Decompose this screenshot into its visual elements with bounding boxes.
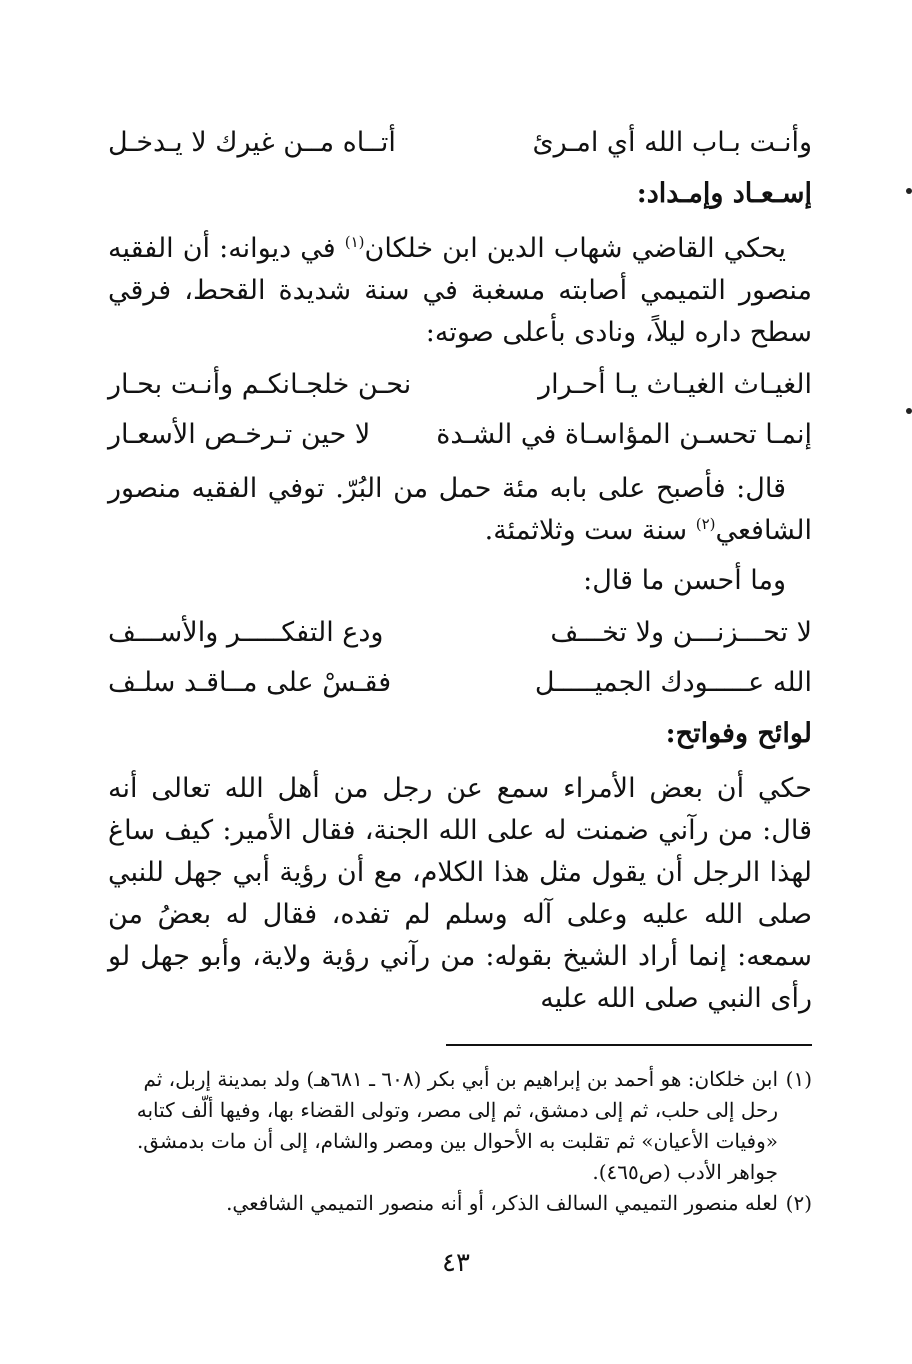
verse-hemistich-right: إنمـا تحسـن المؤاسـاة في الشـدة — [436, 419, 812, 450]
paragraph-text: سنة ست وثلاثمئة. — [484, 515, 696, 546]
paragraph-text: قال: فأصبح على بابه مئة حمل من البُرّ. توفي الفقيه منصور الشافعي — [108, 473, 812, 546]
footnote-ref: (١) — [344, 233, 365, 251]
footnotes — [108, 1064, 812, 1219]
verse-line — [108, 658, 812, 708]
verse-hemistich-right: الغيـاث الغيـاث يـا أحـرار — [538, 369, 812, 400]
paragraph — [108, 768, 812, 1020]
margin-mark-top — [906, 188, 912, 194]
footnote — [108, 1064, 812, 1188]
book-page — [108, 118, 812, 1338]
verse-hemistich-right: الله عـــــودك الجميـــــل — [534, 667, 812, 698]
paragraph-text: يحكي القاضي شهاب الدين ابن خلكان — [364, 233, 786, 264]
verse-hemistich-left: ودع التفكـــــر والأســـف — [108, 617, 384, 648]
footnote-separator — [446, 1044, 812, 1046]
paragraph — [108, 228, 812, 354]
footnote — [108, 1188, 812, 1219]
footnote-ref: (٢) — [695, 515, 716, 533]
verse-hemistich-left: فقـسْ على مــاقـد سلـف — [108, 667, 392, 698]
verse-hemistich-left: أتــاه مــن غيرك لا يـدخـل — [108, 127, 396, 158]
section-heading: لوائح وفواتح: — [665, 718, 812, 749]
verse-line — [108, 118, 812, 168]
verse-hemistich-right: وأنـت بـاب الله أي امـرئ — [532, 127, 812, 158]
verse-line — [108, 360, 812, 410]
paragraph-text: وما أحسن ما قال: — [583, 565, 786, 596]
paragraph — [108, 468, 812, 552]
margin-mark-middle — [906, 408, 912, 414]
footnote-text: ابن خلكان: هو أحمد بن إبراهيم بن أبي بكر (٦٠٨ ـ ٦٨١هـ) ولد بمدينة إربل، ثم رحل إلى حلب، ثم إلى دمشق، ثم إلى مصر، وتولى القضاء بها، وفيها ألّف كتابه «وفيات الأعيان» ثم تقلبت به الأحوال بين ومصر والشام، إلى أن مات بدمشق. جواهر الأدب (ص٤٦٥). — [136, 1067, 778, 1184]
footnote-number: (٢) — [785, 1191, 812, 1215]
page-number: ٤٣ — [442, 1248, 470, 1278]
paragraph-text: حكي أن بعض الأمراء سمع عن رجل من أهل الله تعالى أنه قال: من رآني ضمنت له على الله الجنة، فقال الأمير: كيف ساغ لهذا الرجل أن يقول مثل هذا الكلام، مع أن رؤية أبي جهل للنبي صلى الله عليه وعلى آله وسلم لم تفده، فقال له بعضُ من سمعه: إنما أراد الشيخ بقوله: من رآني رؤية ولاية، وأبو جهل لو رأى النبي صلى الله عليه — [108, 773, 812, 1014]
footnote-text: لعله منصور التميمي السالف الذكر، أو أنه منصور التميمي الشافعي. — [226, 1191, 778, 1215]
footnote-number: (١) — [785, 1067, 812, 1091]
verse-hemistich-left: نحـن خلجـانكـم وأنـت بحـار — [108, 369, 412, 400]
paragraph-text: في ديوانه: أن الفقيه منصور التميمي أصابته مسغبة في سنة شديدة القحط، فرقي سطح داره ليلاً، ونادى بأعلى صوته: — [108, 233, 812, 348]
verse-hemistich-right: لا تحـــزنـــن ولا تخـــف — [550, 617, 812, 648]
section-heading: إسـعـاد وإمـداد: — [636, 178, 812, 209]
verse-hemistich-left: لا حين تـرخـص الأسعـار — [108, 419, 371, 450]
verse-line — [108, 608, 812, 658]
verse-line — [108, 410, 812, 460]
paragraph — [108, 560, 812, 602]
